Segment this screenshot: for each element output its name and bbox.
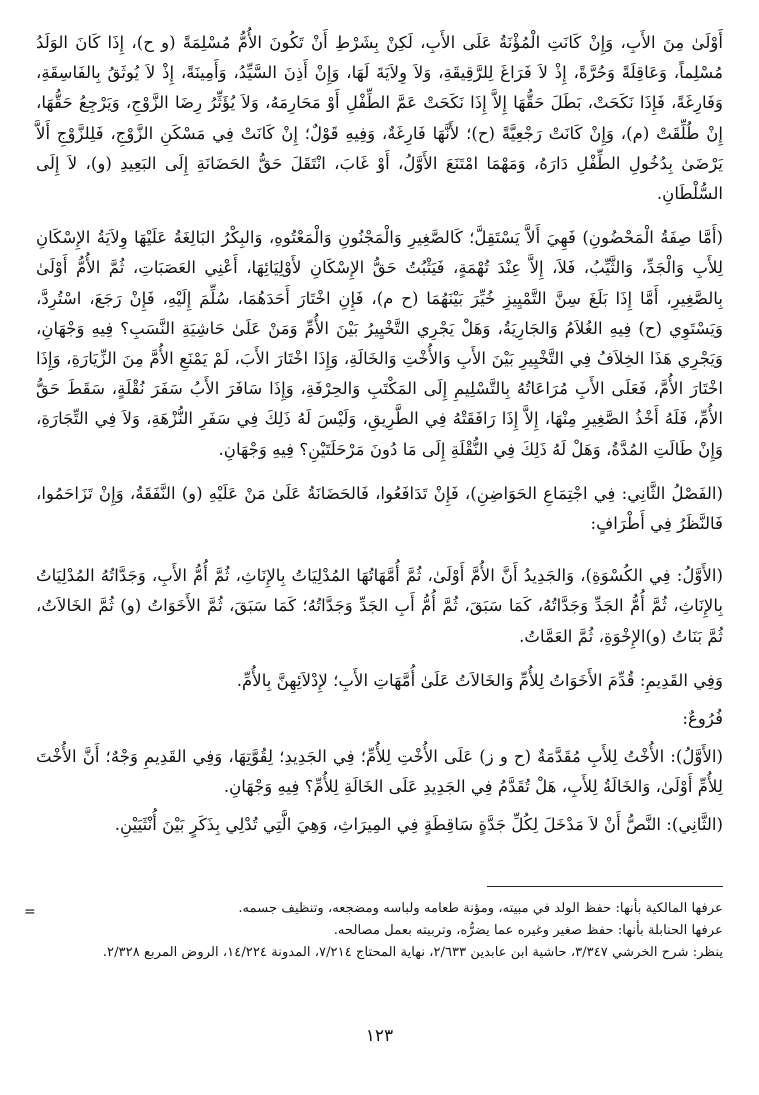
paragraph-ward-description: (أَمَّا صِفَةُ الْمَحْضُونِ) فَهِيَ أَلاَّ يَسْتَقِلَّ؛ كَالصَّغِيرِ وَالْمَجْنُونِ وَالْمَعْتُوهِ، وَالبِكْرُ البَالِغَةُ عَلَيْهَا وِلاَيَةُ الإِسْكَانِ لِلأَبِ وَالْجَدِّ، وَالثَّيِّبُ، فَلاَ، إِلاَّ عِنْدَ تُهْمَةٍ، فَيَثْبُتُ حَقُّ الإِسْكَانِ لأَوْلِيَائِهَا، أَعْنِي العَصَبَاتِ، ثُمَّ الأُمُّ أَوْلَىٰ بِالصَّغِيرِ، أَمَّا إِذَا بَلَغَ سِنَّ التَّمْيِيزِ خُيِّرَ بَيْنَهُمَا (ح م)، فَإِنِ اخْتَارَ أَحَدَهُمَا، سُلِّمَ إِلَيْهِ، فَإِنْ رَجَعَ، اسْتُرِدَّ، وَيَسْتَوِي (ح) فِيهِ الغُلاَمُ وَالجَارِيَةُ، وَهَلْ يَجْرِي التَّخْيِيرُ بَيْنَ الأُمِّ وَمَنْ عَلَىٰ حَاشِيَةِ النَّسَبِ؟ فِيهِ وَجْهَانِ، وَيَجْرِي هَذَا الخِلاَفُ فِي التَّخْيِيرِ بَيْنَ الأَبِ وَالأُخْتِ وَالخَالَةِ، وَإِذَا اخْتَارَ الأَبَ، لَمْ يَمْنَعِ الأُمَّ مِنَ الزِّيَارَةِ، وَإِذَا اخْتَارَ الأُمَّ، فَعَلَى الأَبِ مُرَاعَاتُهُ بِالتَّسْلِيمِ إِلَى المَكْتَبِ وَالحِرْفَةِ، وَإِذَا سَافَرَ الأَبُ سَفَرَ نُقْلَةٍ، سَقَطَ حَقُّ الأُمِّ، فَلَهُ أَخْذُ الصَّغِيرِ مِنْهَا، إِلاَّ إِذَا رَافَقَتْهُ فِي الطَّرِيقِ، وَلَيْسَ لَهُ ذَلِكَ فِي سَفَرِ النُّزْهَةِ، وَلاَ فِي التِّجَارَةِ، وَإِنْ طَالَتِ المُدَّةُ، وَهَلْ لَهُ ذَلِكَ فِي النُّقْلَةِ إِلَى مَا دُونَ مَرْحَلَتَيْنِ؟ فِيهِ وَجْهَانِ. [36,228,723,459]
paragraph-branch-one: (الأَوَّلُ): الأُخْتُ لِلأَبِ مُقَدَّمَةٌ (ح و ز) عَلَى الأُخْتِ لِلأُمِّ؛ فِي الجَدِيدِ؛ لِقُوَّتِهَا، وَفِي القَدِيمِ وَجْهٌ؛ أَنَّ الأُخْتَ لِلأُمِّ أَوْلَىٰ، وَالخَالَةُ لِلأَبِ، هَلْ تُقَدَّمُ فِي الجَدِيدِ عَلَى الخَالَةِ لِلأُمِّ؟ فِيهِ وَجْهَانِ. [36,747,723,797]
paragraph-custody-conditions: أَوْلَىٰ مِنَ الأَبِ، وَإِنْ كَانَتِ الْمُؤْنَةُ عَلَى الأَبِ، لَكِنْ بِشَرْطِ أَنْ تَكُونَ الأُمُّ مُسْلِمَةً (و ح)، إِذَا كَانَ الوَلَدُ مُسْلِماً، وَعَاقِلَةً وَحُرَّةً، إِذْ لاَ فَرَاغَ لِلرَّقِيقَةِ، وَلاَ وِلاَيَةَ لَهَا، وَإِنْ أَذِنَ السَّيِّدُ، وَأَمِينَةً، إِذْ لاَ يُوثَقُ بِالفَاسِقَةِ، وَفَارِغَةً، فَإِذَا نَكَحَتْ، بَطَلَ حَقُّهَا إِلاَّ إِذَا نَكَحَتْ عَمَّ الطِّفْلِ أَوْ مَحَارِمَهُ، وَلاَ يُؤَثِّرُ رِضَا الزَّوْجِ، وَيَرْجِعُ حَقُّهَا، إِنْ طُلِّقَتْ (م)، وَإِنْ كَانَتْ رَجْعِيَّةً (ح)؛ لأَنَّهَا فَارِغَةٌ، وَفِيهِ قَوْلٌ؛ إِنْ كَانَتْ فِي مَسْكَنِ الزَّوْجِ، فَلِلزَّوْجِ أَلاَّ يَرْضَىٰ بِدُخُولِ الطِّفْلِ دَارَهُ، وَمَهْمَا امْتَنَعَ الأَوَّلُ، أَوْ غَابَ، انْتَقَلَ حَقُّ الحَضَانَةِ إِلَى البَعِيدِ (و)، لاَ إِلَى السُّلْطَانِ. [36,33,723,204]
paragraph-branch-two: (الثَّانِي): النَّصُّ أَنْ لاَ مَدْخَلَ لِكُلِّ جَدَّةٍ سَاقِطَةٍ فِي المِيرَاثِ، وَهِيَ الَّتِي تُدْلِي بِذَكَرٍ بَيْنَ أُنْثَيَيْنِ. [114,815,723,835]
paragraph-first-side: (الأَوَّلُ: فِي الكُسْوَةِ)، وَالجَدِيدُ أَنَّ الأُمَّ أَوْلَىٰ، ثُمَّ أُمَّهَاتُهَا المُدْلِيَاتُ بِالإِنَاثِ، ثُمَّ أُمُّ الأَبِ، وَجَدَّاتُهُ المُدْلِيَاتُ بِالإِنَاثِ، ثُمَّ أُمُّ الجَدِّ وَجَدَّاتُهُ، كَمَا سَبَقَ، ثُمَّ أُمُّ أَبِ الجَدِّ وَجَدَّاتُهُ؛ كَمَا سَبَقَ، ثُمَّ الأَخَوَاتُ (و) ثُمَّ الخَالاَتُ، ثُمَّ بَنَاتُ (و)الإِخْوَةِ، ثُمَّ العَمَّاتُ. [36,566,723,646]
subheading-branches: فُرُوعٌ: [682,709,723,729]
footnote-line: عرفها المالكية بأنها: حفظ الولد في مبيته، ومؤنة طعامه ولباسه ومضجعه، وتنظيف جسمه. [238,901,723,916]
footnote-line: عرفها الحنابلة بأنها: حفظ صغير وغيره عما يضرُّه، وتربيته بعمل مصالحه. [333,923,723,938]
footnote-line: ينظر: شرح الخرشي ٣/٣٤٧، حاشية ابن عابدين ٢/٦٣٣، نهاية المحتاج ٧/٢١٤، المدونة ١٤/٢٢٤، الروض المربع ٢/٣٢٨. [102,945,723,960]
paragraph-old-opinion: وَفِي القَدِيمِ: قُدِّمَ الأَخَوَاتُ لِلأُمِّ وَالخَالاَتُ عَلَىٰ أُمَّهَاتِ الأَبِ؛ لإِدْلاَئِهِنَّ بِالأُمِّ. [236,670,723,690]
footnote-continuation-marker: = [24,904,36,920]
page-number: ١٢٣ [365,1026,394,1046]
footnotes-block [48,898,723,964]
footnote-separator [487,886,723,887]
paragraph-second-section: (الفَصْلُ الثَّانِي: فِي اجْتِمَاعِ الحَوَاضِنِ)، فَإِنْ تَدَافَعُوا، فَالحَضَانَةُ عَلَىٰ مَنْ عَلَيْهِ (و) النَّفَقَةُ، وَإِنْ تَزَاحَمُوا، فَالنَّظَرُ فِي أَطْرَافٍ: [36,483,723,534]
